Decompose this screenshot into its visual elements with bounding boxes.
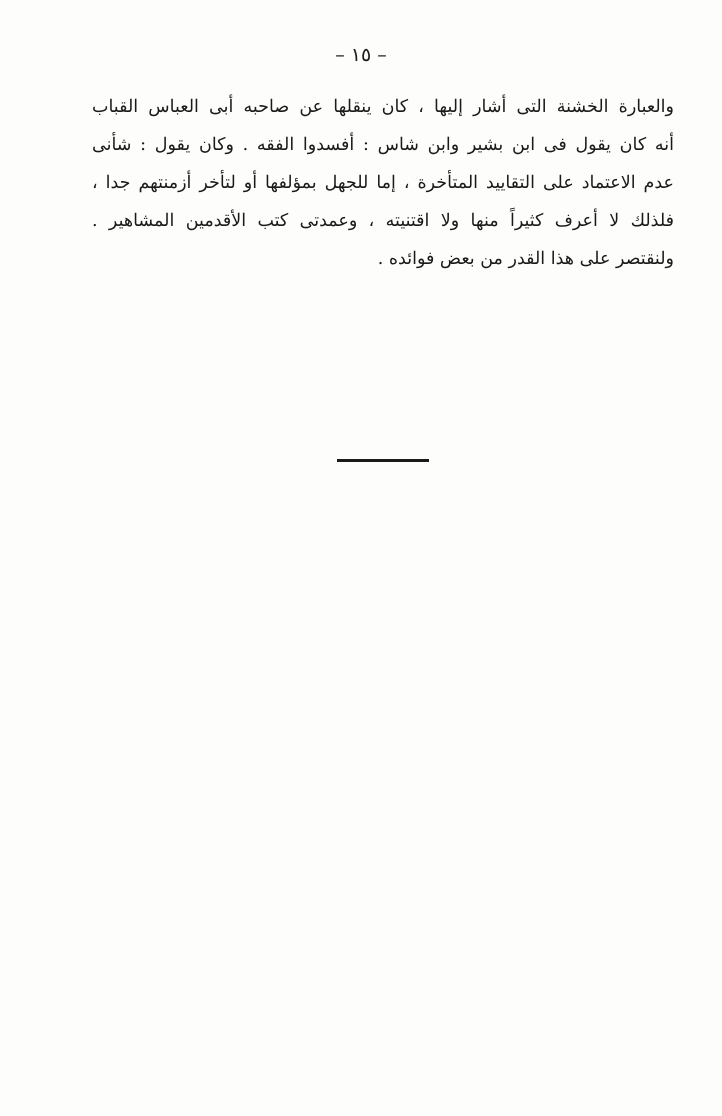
text-line: عدم الاعتماد على التقاييد المتأخرة ، إما للجهل بمؤلفها أو لتأخر أزمنتهم جدا ،: [92, 173, 674, 193]
text-line: والعبارة الخشنة التى أشار إليها ، كان ينقلها عن صاحبه أبى العباس القباب: [92, 97, 674, 117]
section-divider: [337, 459, 429, 462]
body-paragraph: [92, 88, 674, 278]
text-line: فلذلك لا أعرف كثيراً منها ولا اقتنيته ، وعمدتى كتب الأقدمين المشاهير .: [92, 211, 674, 231]
text-line: أنه كان يقول فى ابن بشير وابن شاس : أفسدوا الفقه . وكان يقول : شأنى: [92, 135, 674, 155]
text-line: ولنقتصر على هذا القدر من بعض فوائده .: [377, 249, 674, 269]
page-number: – ١٥ –: [335, 44, 387, 66]
